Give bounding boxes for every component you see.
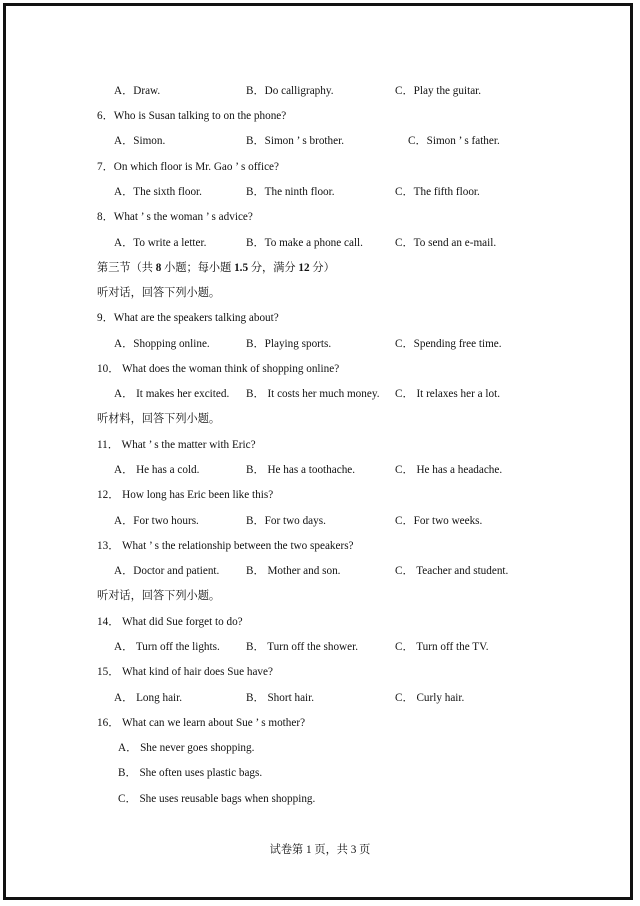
option-b: B． Short hair. (246, 692, 315, 704)
option-b: B．Simon ’ s brother. (246, 135, 344, 147)
option-c: C．Play the guitar. (395, 85, 482, 97)
question-10: 10． What does the woman think of shopping online? (97, 363, 340, 375)
section-text-1: 第三节（共 (97, 262, 156, 274)
instruction-note: 听材料，回答下列小题。 (97, 413, 221, 425)
instruction-note: 听对话，回答下列小题。 (97, 590, 221, 602)
option-a: A．To write a letter. (114, 237, 207, 249)
option-b: B．The ninth floor. (246, 186, 335, 198)
option-b: B．Do calligraphy. (246, 85, 334, 97)
option-b: B． He has a toothache. (246, 464, 356, 476)
option-b: B．Playing sports. (246, 338, 332, 350)
q16-option-c: C． She uses reusable bags when shopping. (118, 793, 316, 805)
section-points-each: 1.5 (234, 262, 249, 274)
option-c: C． Teacher and student. (395, 565, 509, 577)
option-c: C．For two weeks. (395, 515, 483, 527)
option-b: B． It costs her much money. (246, 388, 380, 400)
option-b: B． Mother and son. (246, 565, 341, 577)
option-a: A． Long hair. (114, 692, 183, 704)
option-a: A．Shopping online. (114, 338, 210, 350)
q16-option-b: B． She often uses plastic bags. (118, 767, 263, 779)
option-c: C． Turn off the TV. (395, 641, 489, 653)
section-heading (97, 261, 335, 275)
question-6: 6．Who is Susan talking to on the phone? (97, 110, 287, 122)
instruction-note: 听对话，回答下列小题。 (97, 287, 221, 299)
option-c: C． Curly hair. (395, 692, 465, 704)
question-14: 14． What did Sue forget to do? (97, 616, 243, 628)
option-c: C． It relaxes her a lot. (395, 388, 501, 400)
question-15: 15． What kind of hair does Sue have? (97, 666, 273, 678)
option-a: A．Doctor and patient. (114, 565, 220, 577)
option-b: B．For two days. (246, 515, 326, 527)
option-c: C．To send an e-mail. (395, 237, 497, 249)
section-total: 12 (298, 262, 310, 274)
option-a: A．The sixth floor. (114, 186, 202, 198)
section-text-2: 小题；每小题 (161, 262, 235, 274)
option-b: B． Turn off the shower. (246, 641, 358, 653)
option-c: C．The fifth floor. (395, 186, 480, 198)
page-footer: 试卷第 1 页，共 3 页 (269, 844, 371, 856)
question-11: 11． What ’ s the matter with Eric? (97, 439, 256, 451)
option-a: A．Simon. (114, 135, 166, 147)
option-c: C． He has a headache. (395, 464, 503, 476)
option-a: A．Draw. (114, 85, 161, 97)
question-16: 16． What can we learn about Sue ’ s mother? (97, 717, 306, 729)
question-12: 12． How long has Eric been like this? (97, 489, 274, 501)
option-a: A．For two hours. (114, 515, 199, 527)
question-9: 9．What are the speakers talking about? (97, 312, 279, 324)
section-text-3: 分，满分 (248, 262, 299, 274)
q16-option-a: A． She never goes shopping. (118, 742, 255, 754)
option-c: C．Simon ’ s father. (408, 135, 500, 147)
section-text-4: 分） (309, 262, 335, 274)
option-a: A． Turn off the lights. (114, 641, 220, 653)
question-8: 8．What ’ s the woman ’ s advice? (97, 211, 253, 223)
question-7: 7．On which floor is Mr. Gao ’ s office? (97, 161, 279, 173)
option-b: B．To make a phone call. (246, 237, 363, 249)
option-a: A． He has a cold. (114, 464, 200, 476)
section-count: 8 (155, 262, 162, 274)
option-a: A． It makes her excited. (114, 388, 230, 400)
option-c: C．Spending free time. (395, 338, 502, 350)
question-13: 13． What ’ s the relationship between the two speakers? (97, 540, 354, 552)
